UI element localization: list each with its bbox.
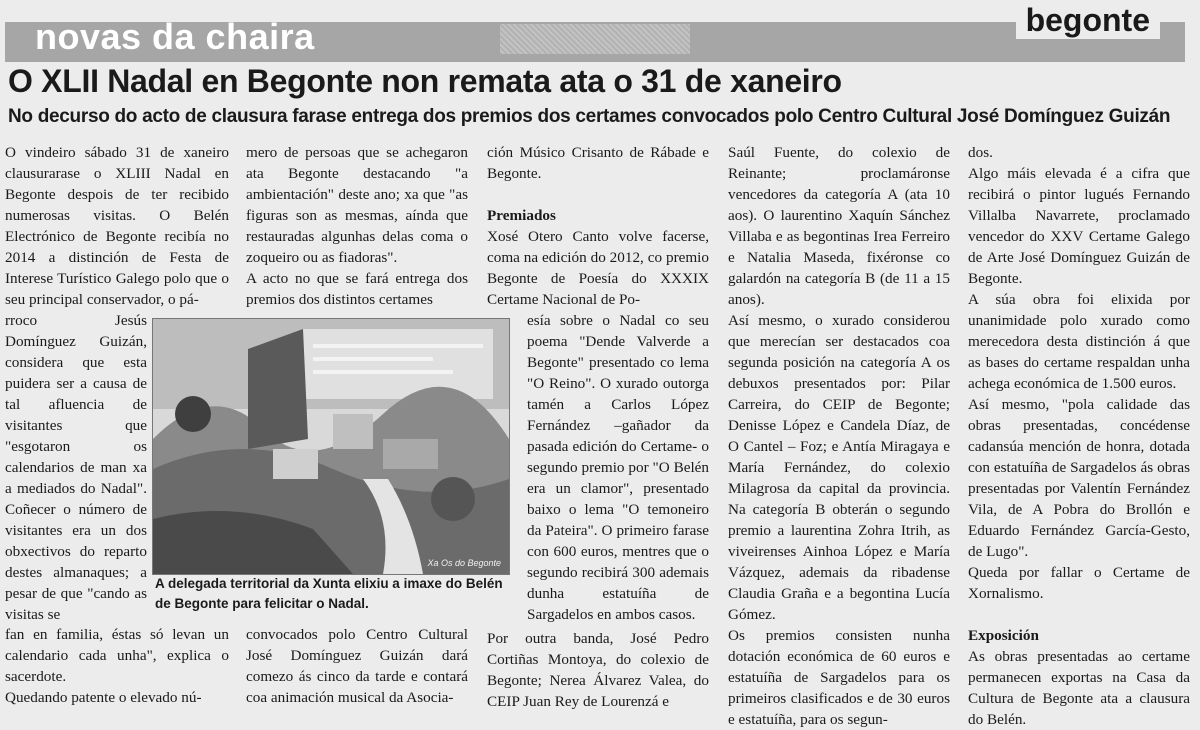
section-label: novas da chaira: [35, 16, 315, 57]
nativity-scene-image: [153, 319, 509, 574]
location-label: begonte: [1016, 2, 1160, 39]
column-3: [487, 142, 709, 310]
col1-top-text: O vindeiro sábado 31 de xaneiro clausurarase o XLIII Nadal en Begonte despois de ter recibido numerosas visitas. O Belén Electrónico de Begonte recibía no 2014 a distinción de Festa de Interese Turístico Galego polo que o seu principal conservador, o pá-: [5, 144, 229, 308]
column-1-bottom: [5, 624, 229, 714]
col5-p3-text: A súa obra foi elixida por unanimidade polo xurado como merecedora desta distinción á que as bases do certame respaldan unha achega económica de 1.500 euros.: [968, 291, 1190, 392]
col4-p1-text: Saúl Fuente, do colexio de Reinante; proclamáronse vencedores da categoría A (ata 10 aos). O laurentino Xaquín Sánchez Villaba e as begontinas Irea Ferreiro e Natalia Maseda, fixéronse co galardón na categoría B (de 11 a 15 anos).: [728, 144, 950, 308]
col2-top2-text: A acto no que se fará entrega dos premios dos distintos certames: [246, 270, 468, 308]
col3-p2-text: Por outra banda, José Pedro Cortiñas Montoya, do colexio de Begonte; Nerea Álvarez Valea, do CEIP Juan Rey de Lourenzá e: [487, 630, 709, 710]
col4-p3-text: Os premios consisten nunha dotación económica de 60 euros e estatuíña de Sargadelos para os primeiros clasificados e de 30 euros e estatuíña, para os segun-: [728, 627, 950, 728]
col2-bottom-text: convocados polo Centro Cultural José Domínguez Guizán dará comezo ás cinco da tarde e contará coa animación musical da Asocia-: [246, 626, 468, 706]
subheadline: No decurso do acto de clausura farase entrega dos premios dos certames convocados polo Centro Cultural José Domínguez Guizán: [8, 106, 1171, 127]
col1-last-text: Quedando patente o elevado nú-: [5, 689, 202, 706]
column-3-wrap: [527, 310, 709, 625]
col5-p2-text: Algo máis elevada é a cifra que recibirá o pintor lugués Fernando Villalba Navarrete, proclamado vencedor do XXV Certame Galego de Arte José Domínguez Guizán de Begonte.: [968, 165, 1190, 287]
column-2-bottom: [246, 624, 468, 714]
column-2: [246, 142, 468, 310]
column-1-wrap: [5, 310, 147, 623]
col3-top-text: ción Músico Crisanto de Rábade e Begonte.: [487, 144, 709, 182]
column-3-bottom: [487, 628, 709, 714]
col4-p2-text: Así mesmo, o xurado considerou que merecían ser destacados coa segunda posición na categoría A os debuxos presentados por: Pilar Carreira, do CEIP de Begonte; Denisse López e Candela Díaz, de O Cantel – Foz; e Antía Miragaya e María Fernández, do colexio Milagrosa da capital da provincia. Na categoría B obterán o segundo premio a laurentina Zohra Itrih, as viveirenses Ainhoa López e María Vázquez, ademais da ribadense Claudia Graña e a begontina Lucía Gómez.: [728, 312, 950, 623]
col5-p6-text: As obras presentadas ao certame permanecen exportas na Casa da Cultura de Begonte ata a clausura do Belén.: [968, 648, 1190, 728]
column-4: [728, 142, 950, 728]
photo-signature: Xa Os do Begonte: [427, 558, 501, 568]
col1-bottom-text: fan en familia, éstas só levan un calendario cada unha", explica o sacerdote.: [5, 626, 229, 685]
nativity-photo: [152, 318, 510, 575]
col1-wrap-text: rroco Jesús Domínguez Guizán, considera que esta puidera ser a causa de tal afluencia de visitantes que "esgotaron os calendarios de man xa a mediados do Nadal". Coñecer o número de visitantes era un dos obxectivos do reparto destes almanaques; a pesar de que "cando as visitas se: [5, 312, 147, 623]
col3-p1-text: Xosé Otero Canto volve facerse, coma na edición do 2012, co premio Begonte de Poesía do XXXIX Certame Nacional de Po-: [487, 228, 709, 308]
col3-wrap-text: esía sobre o Nadal co seu poema "Dende Valverde a Begonte" presentado co lema "O Reino". O xurado outorga tamén a Carlos López Fernández –gañador da pasada edición do Certame- o segundo premio por "O Belén era un clamor", presentado baixo o lema "O temoneiro da Pateira". O primeiro farase con 600 euros, mentres que o segundo recibirá 300 ademais dunha estatuíña de Sargadelos en ambos casos.: [527, 312, 709, 623]
photo-caption: A delegada territorial da Xunta elixiu a imaxe do Belén de Begonte para felicitar o Nadal.: [155, 576, 503, 611]
print-smudge: [500, 24, 690, 54]
premiados-heading: Premiados: [487, 207, 556, 224]
col5-p1-text: dos.: [968, 144, 993, 161]
exposicion-heading: Exposición: [968, 627, 1039, 644]
col2-top-text: mero de persoas que se achegaron ata Begonte destacando "a ambientación" deste ano; xa que "as figuras son as mesmas, aínda que restauradas algunhas delas coma o zoqueiro ou as fiadoras".: [246, 144, 468, 266]
headline: O XLII Nadal en Begonte non remata ata o 31 de xaneiro: [8, 63, 842, 99]
col5-p5-text: Queda por fallar o Certame de Xornalismo.: [968, 564, 1190, 602]
col5-p4-text: Así mesmo, "pola calidade das obras presentadas, concédense cadansúa mención de honra, dotada con estatuíña de Sargadelos ás obras presentadas por Valentín Fernández Vila, de A Pobra do Brollón e Eduardo Fernández García-Gesto, de Lugo".: [968, 396, 1190, 560]
column-5: [968, 142, 1190, 728]
